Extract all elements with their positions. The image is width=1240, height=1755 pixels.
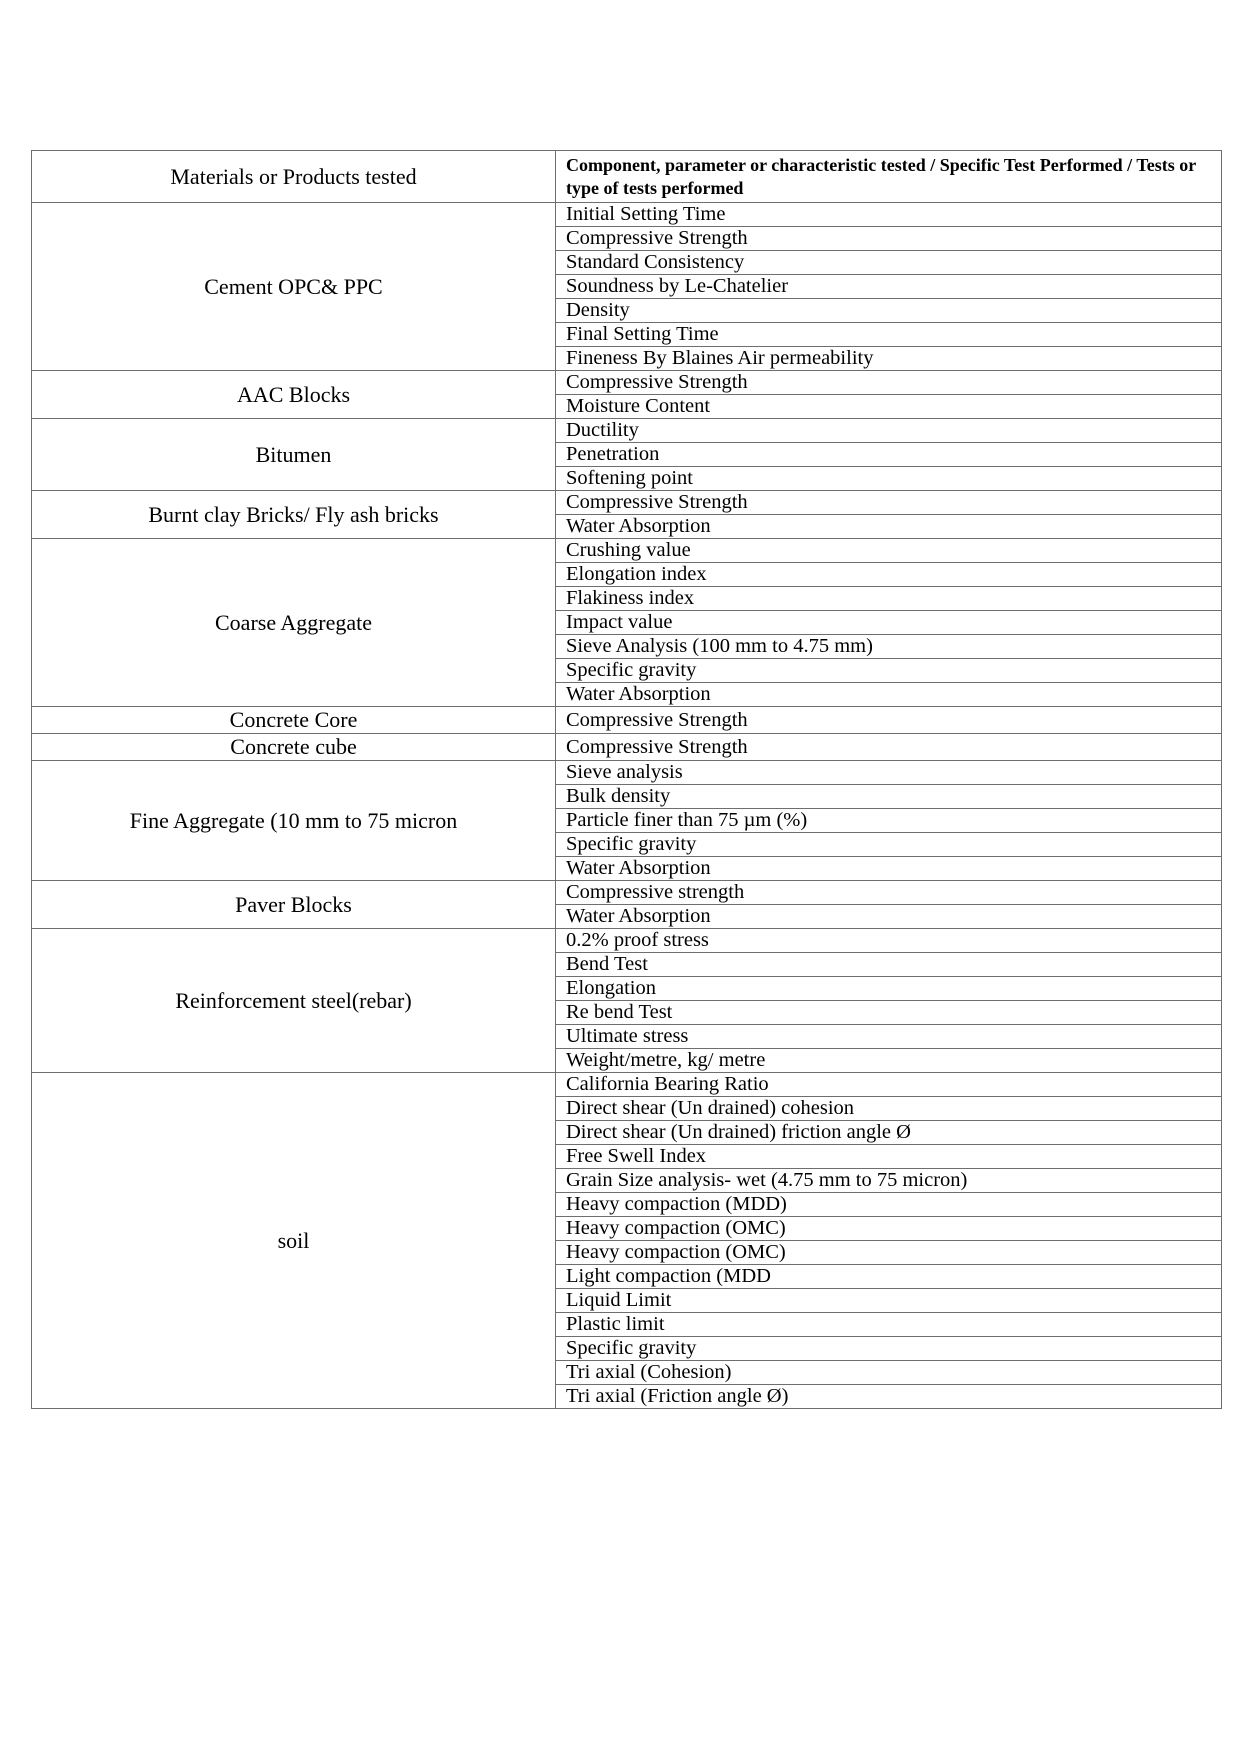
test-cell: Weight/metre, kg/ metre bbox=[556, 1049, 1222, 1073]
test-cell: Heavy compaction (OMC) bbox=[556, 1217, 1222, 1241]
test-cell: Sieve analysis bbox=[556, 761, 1222, 785]
test-cell: Specific gravity bbox=[556, 833, 1222, 857]
test-cell: Penetration bbox=[556, 443, 1222, 467]
test-cell: Flakiness index bbox=[556, 587, 1222, 611]
test-cell: Water Absorption bbox=[556, 857, 1222, 881]
test-cell: Heavy compaction (MDD) bbox=[556, 1193, 1222, 1217]
table-row bbox=[32, 491, 1222, 515]
test-cell: Re bend Test bbox=[556, 1001, 1222, 1025]
material-cell: AAC Blocks bbox=[32, 371, 556, 419]
test-cell: Light compaction (MDD bbox=[556, 1265, 1222, 1289]
test-cell: Fineness By Blaines Air permeability bbox=[556, 347, 1222, 371]
test-cell: Grain Size analysis- wet (4.75 mm to 75 micron) bbox=[556, 1169, 1222, 1193]
test-cell: Compressive Strength bbox=[556, 707, 1222, 734]
test-cell: Bend Test bbox=[556, 953, 1222, 977]
test-cell: Bulk density bbox=[556, 785, 1222, 809]
table-row bbox=[32, 539, 1222, 563]
test-cell: Moisture Content bbox=[556, 395, 1222, 419]
material-cell: soil bbox=[32, 1073, 556, 1409]
table-row bbox=[32, 419, 1222, 443]
table-row bbox=[32, 929, 1222, 953]
test-cell: Compressive Strength bbox=[556, 734, 1222, 761]
test-cell: Initial Setting Time bbox=[556, 203, 1222, 227]
test-cell: Elongation index bbox=[556, 563, 1222, 587]
test-cell: Ultimate stress bbox=[556, 1025, 1222, 1049]
test-cell: Sieve Analysis (100 mm to 4.75 mm) bbox=[556, 635, 1222, 659]
test-cell: Standard Consistency bbox=[556, 251, 1222, 275]
header-tests: Component, parameter or characteristic tested / Specific Test Performed / Tests or type of tests performed bbox=[556, 151, 1222, 203]
table-row bbox=[32, 1073, 1222, 1097]
test-cell: Compressive strength bbox=[556, 881, 1222, 905]
test-cell: Specific gravity bbox=[556, 1337, 1222, 1361]
material-cell: Concrete cube bbox=[32, 734, 556, 761]
test-cell: Elongation bbox=[556, 977, 1222, 1001]
test-cell: Water Absorption bbox=[556, 905, 1222, 929]
table-row bbox=[32, 203, 1222, 227]
materials-tests-table bbox=[31, 150, 1222, 1409]
test-cell: Water Absorption bbox=[556, 515, 1222, 539]
header-materials: Materials or Products tested bbox=[32, 151, 556, 203]
material-cell: Fine Aggregate (10 mm to 75 micron bbox=[32, 761, 556, 881]
material-cell: Coarse Aggregate bbox=[32, 539, 556, 707]
test-cell: Soundness by Le-Chatelier bbox=[556, 275, 1222, 299]
test-cell: Tri axial (Friction angle Ø) bbox=[556, 1385, 1222, 1409]
table-row bbox=[32, 881, 1222, 905]
table-row bbox=[32, 371, 1222, 395]
material-cell: Cement OPC& PPC bbox=[32, 203, 556, 371]
test-cell: Density bbox=[556, 299, 1222, 323]
test-cell: Particle finer than 75 µm (%) bbox=[556, 809, 1222, 833]
test-cell: California Bearing Ratio bbox=[556, 1073, 1222, 1097]
test-cell: Softening point bbox=[556, 467, 1222, 491]
test-cell: Direct shear (Un drained) cohesion bbox=[556, 1097, 1222, 1121]
test-cell: 0.2% proof stress bbox=[556, 929, 1222, 953]
test-cell: Direct shear (Un drained) friction angle Ø bbox=[556, 1121, 1222, 1145]
test-cell: Impact value bbox=[556, 611, 1222, 635]
test-cell: Free Swell Index bbox=[556, 1145, 1222, 1169]
test-cell: Compressive Strength bbox=[556, 491, 1222, 515]
table-row bbox=[32, 761, 1222, 785]
test-cell: Tri axial (Cohesion) bbox=[556, 1361, 1222, 1385]
test-cell: Final Setting Time bbox=[556, 323, 1222, 347]
test-cell: Plastic limit bbox=[556, 1313, 1222, 1337]
test-cell: Crushing value bbox=[556, 539, 1222, 563]
table-body bbox=[32, 203, 1222, 1409]
test-cell: Ductility bbox=[556, 419, 1222, 443]
material-cell: Reinforcement steel(rebar) bbox=[32, 929, 556, 1073]
table-row bbox=[32, 707, 1222, 734]
material-cell: Concrete Core bbox=[32, 707, 556, 734]
table-row bbox=[32, 734, 1222, 761]
material-cell: Paver Blocks bbox=[32, 881, 556, 929]
test-cell: Liquid Limit bbox=[556, 1289, 1222, 1313]
material-cell: Burnt clay Bricks/ Fly ash bricks bbox=[32, 491, 556, 539]
test-cell: Water Absorption bbox=[556, 683, 1222, 707]
table-header-row bbox=[32, 151, 1222, 203]
test-cell: Compressive Strength bbox=[556, 227, 1222, 251]
test-cell: Compressive Strength bbox=[556, 371, 1222, 395]
material-cell: Bitumen bbox=[32, 419, 556, 491]
test-cell: Heavy compaction (OMC) bbox=[556, 1241, 1222, 1265]
test-cell: Specific gravity bbox=[556, 659, 1222, 683]
